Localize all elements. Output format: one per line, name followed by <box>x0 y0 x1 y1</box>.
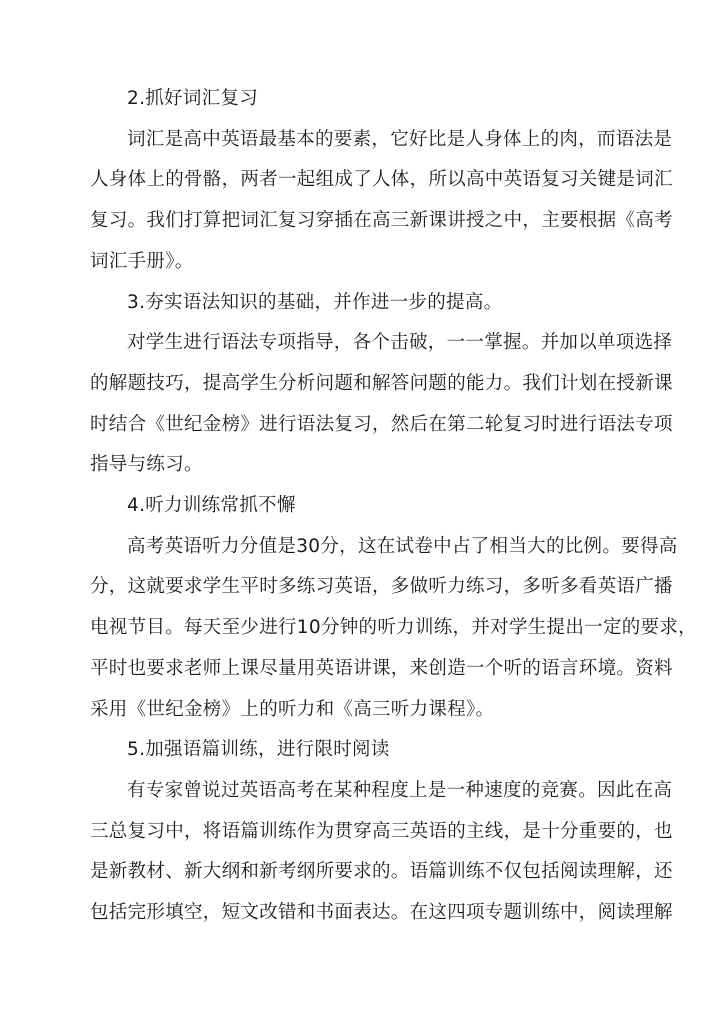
paragraph-line: 平时也要求老师上课尽量用英语讲课，来创造一个听的语言环境。资料 <box>90 657 673 679</box>
section-heading: 2.抓好词汇复习 <box>127 88 259 109</box>
paragraph-line: 复习。我们打算把词汇复习穿插在高三新课讲授之中，主要根据《高考 <box>90 210 673 232</box>
section-heading: 4.听力训练常抓不懈 <box>127 495 296 516</box>
paragraph-line: 采用《世纪金榜》上的听力和《高三听力课程》。 <box>90 698 495 720</box>
paragraph-line: 对学生进行语法专项指导，各个击破，一一掌握。并加以单项选择 <box>127 332 673 354</box>
paragraph-line: 的解题技巧，提高学生分析问题和解答问题的能力。我们计划在授新课 <box>90 372 673 394</box>
section-heading: 5.加强语篇训练，进行限时阅读 <box>127 739 390 761</box>
paragraph-line: 词汇是高中英语最基本的要素，它好比是人身体上的肉，而语法是 <box>127 128 673 150</box>
paragraph-line: 词汇手册》。 <box>90 250 194 272</box>
paragraph-line: 有专家曾说过英语高考在某种程度上是一种速度的竞赛。因此在高 <box>127 779 673 801</box>
paragraph-line: 分，这就要求学生平时多练习英语，多做听力练习，多听多看英语广播 <box>90 576 673 598</box>
paragraph-line: 时结合《世纪金榜》进行语法复习，然后在第二轮复习时进行语法专项 <box>90 413 673 435</box>
paragraph-line: 包括完形填空，短文改错和书面表达。在这四项专题训练中，阅读理解 <box>90 902 673 923</box>
paragraph-line: 人身体上的骨骼，两者一起组成了人体，所以高中英语复习关键是词汇 <box>90 169 673 191</box>
paragraph-line: 三总复习中，将语篇训练作为贯穿高三英语的主线，是十分重要的，也 <box>90 820 673 842</box>
paragraph-line: 指导与练习。 <box>90 454 203 476</box>
section-heading: 3.夯实语法知识的基础，并作进一步的提高。 <box>127 291 503 313</box>
paragraph-line: 电视节目。每天至少进行10分钟的听力训练，并对学生提出一定的要求， <box>90 617 697 639</box>
paragraph-line: 高考英语听力分值是30分，这在试卷中占了相当大的比例。要得高 <box>127 535 678 557</box>
paragraph-line: 是新教材、新大纲和新考纲所要求的。语篇训练不仅包括阅读理解，还 <box>90 861 673 883</box>
